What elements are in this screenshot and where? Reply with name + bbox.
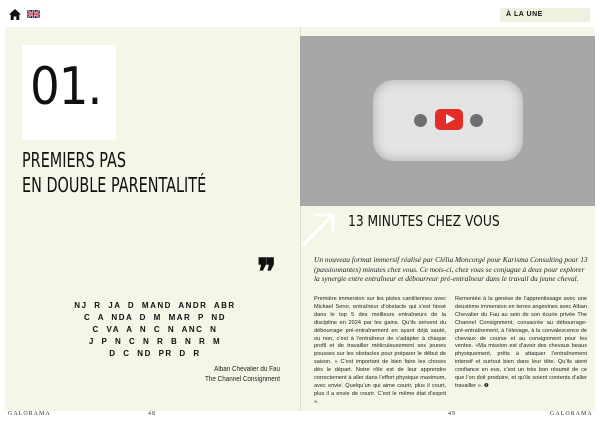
section-tag[interactable]: À LA UNE — [500, 8, 590, 22]
video-player[interactable] — [300, 36, 595, 206]
title-line-2: EN DOUBLE PARENTALITÉ — [22, 173, 207, 197]
page-number-left: 48 — [148, 411, 156, 417]
youtube-play-icon[interactable] — [435, 109, 463, 130]
video-thumbnail — [373, 80, 523, 161]
article-column-2: Remontée à la genèse de l’apprentissage avec une deuxième immersion en terres angevines avec Alban Chevalier du Fau au sein de son écurie privée The Channel Consignment, consacrée au débourrage-pré-entraînement, à l’élevage, à la convalescence de chevaux de course et au consignment pour les ventes. «Ma mission est d’avoir des chevaux beaux physiquement, prêts à attaquer l’entraînement intensif et surtout bien dans leur tête. Qu’ils aient confiance en eux, c’est un très bon résumé de ce que l’on doit produire, et qu’ils soient contents d’aller travailler ». ❶ — [455, 296, 587, 389]
article-number: 01. — [30, 57, 102, 117]
uk-flag-icon[interactable] — [27, 10, 40, 18]
top-bar — [0, 0, 600, 27]
thumbnail-dot — [414, 114, 427, 127]
home-icon[interactable] — [9, 9, 21, 20]
folio-brand-left: GALORAMA — [8, 411, 51, 417]
quote-mark-icon: ❞ — [257, 252, 277, 292]
quote-line: D C ND PR D R — [109, 349, 201, 358]
quote-line: NJ R JA D MAND ANDR ABR — [74, 301, 236, 310]
title-line-1: PREMIERS PAS — [22, 148, 127, 172]
thumbnail-dot — [470, 114, 483, 127]
author-company: The Channel Consignment — [205, 375, 280, 383]
page-number-right: 49 — [448, 411, 456, 417]
article-intro: Un nouveau format immersif réalisé par Clélia Moncorgé pour Karisma Consulting pour 13 (passionnantes) minutes chez vous. Ce mois-ci, chez vous se conjugue à deux pour explorer la synergie entre entraîneur et débourreur pré-entraîneur dans le travail du jeune cheval. — [314, 255, 588, 283]
number-box — [22, 45, 116, 140]
author-name: Alban Chevalier du Fau — [214, 366, 280, 373]
article-column-1: Première immersion sur les pistes cantiliennes avec Mickael Seror, entraîneur d’obstacle qui s’est hissé dans le top 5 des meilleurs entraîneurs de la discipline en 2024 par les gains. Qu’ils arrivent du débourrage pré-entraînement en ayant déjà sauté, ou non, c’est à l’entraîneur de s’adapter à chaque profil et de travailler méticuleusement ses jeunes pousses sur les obstacles pour préparer le début de saison. « C’est important de bien faire les choses dès le départ. Notre rôle est de leur apprendre correctement à aller dans l’effort physique maximum, avec envie. Quelqu’un qui aime courir, plus il court, plus il a envie de courir. C’est le même état d’esprit ». — [314, 296, 446, 405]
quote-line: C VA A N C N ANC N — [92, 325, 218, 334]
quote-line: J P N C N R B N R M — [88, 337, 222, 346]
arrow-up-right-icon — [300, 210, 338, 248]
article-title — [22, 148, 209, 198]
section-subtitle: 13 MINUTES CHEZ VOUS — [348, 212, 500, 230]
pull-quote — [30, 300, 280, 360]
quote-line: C A NDA D M MAR P ND — [84, 313, 226, 322]
folio-brand-right: GALORAMA — [550, 411, 593, 417]
quote-author — [163, 365, 280, 384]
